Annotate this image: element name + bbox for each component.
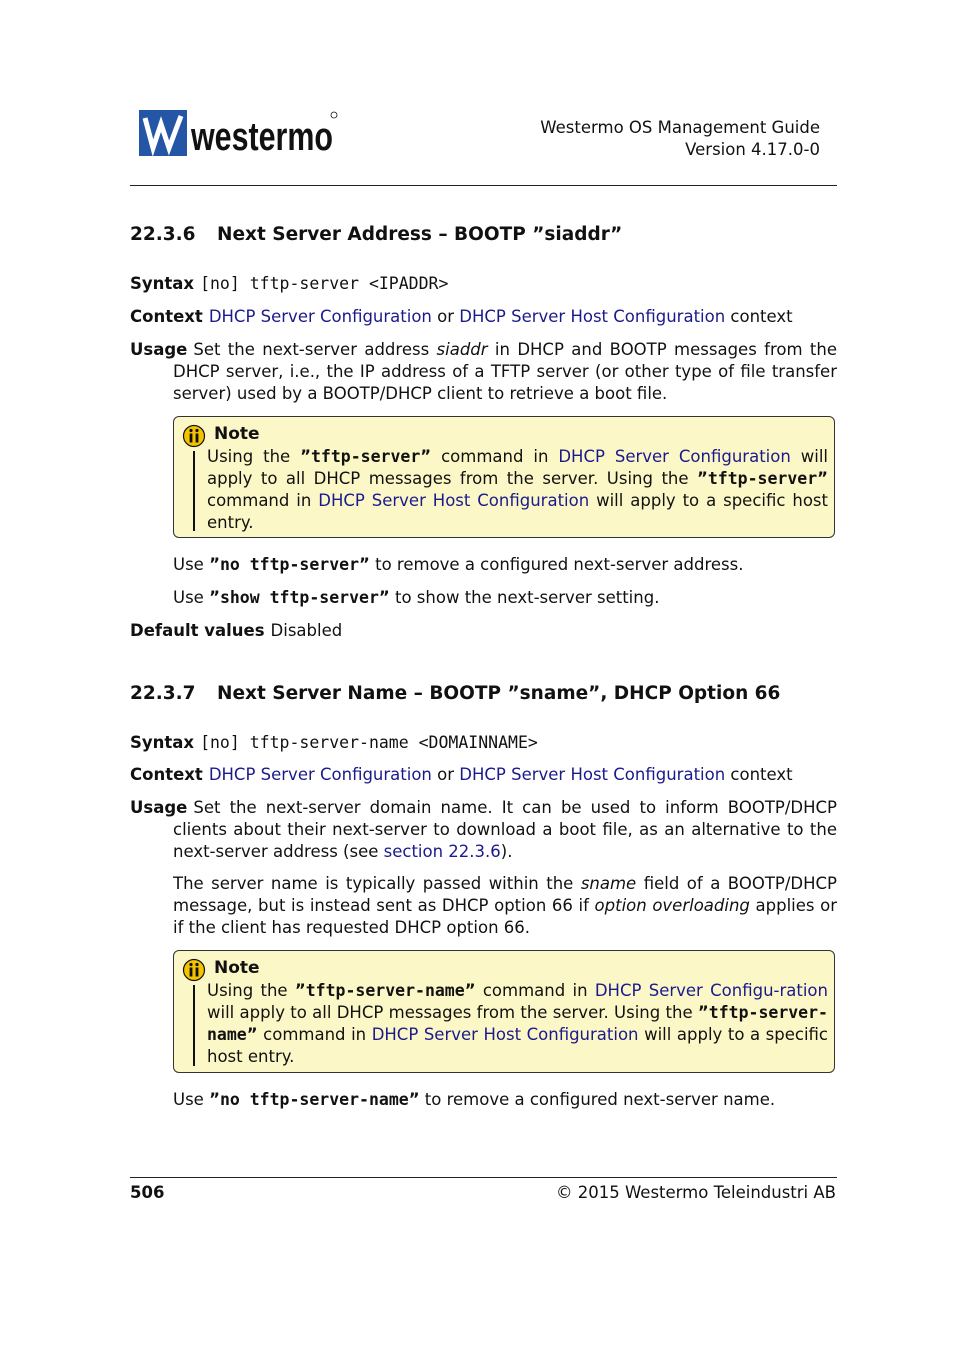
command: show tftp-server [219, 588, 379, 607]
note-icon [182, 424, 206, 448]
quote: ” [697, 1003, 709, 1022]
usage-text-b: ). [500, 842, 513, 861]
use-text: Use [173, 1090, 210, 1109]
command: no tftp-server [219, 555, 360, 574]
note-bar [193, 451, 195, 531]
guide-version: Version 4.17.0-0 [685, 140, 820, 159]
usage-text-b: in DHCP and BOOTP messages from the DHCP server, i.e., the IP address of a TFTP server (or other type of file transfer server) used by a BOOTP/DHCP client to retrieve a boot file. [173, 340, 837, 403]
note-text: will apply to a specific host entry. [207, 491, 828, 532]
link-dhcp-server-host-configuration[interactable]: DHCP Server Host Configuration [459, 765, 726, 784]
note-command: tftp-server [311, 447, 421, 466]
syntax-row [130, 273, 837, 295]
usage-paragraph [130, 797, 837, 863]
use-text: to remove a configured next-server address. [369, 555, 744, 574]
note-text: Using the [207, 447, 301, 466]
link-section-22-3-6[interactable]: section 22.3.6 [383, 842, 501, 861]
quote: ” [697, 469, 708, 488]
usage-text: applies or if the client has requested DHCP option 66. [173, 896, 837, 937]
copyright-symbol: © [555, 1183, 573, 1202]
note-body [207, 446, 828, 534]
note-body [207, 980, 828, 1068]
default-values-row [130, 620, 837, 642]
context-label: Context [130, 307, 203, 326]
quote: ” [209, 588, 220, 607]
note-command: tftp-server-name [207, 1003, 828, 1044]
use-show-tftp-server [173, 587, 837, 609]
note-link-dhcp-server-host-configuration[interactable]: DHCP Server Host Configuration [318, 491, 590, 510]
section-heading-22-3-6 [130, 224, 622, 246]
syntax-value: [no] tftp-server-name <DOMAINNAME> [200, 733, 538, 752]
syntax-row [130, 732, 837, 754]
section-title: Next Server Address – BOOTP ”siaddr” [217, 224, 623, 245]
note-icon [182, 958, 206, 982]
syntax-label: Syntax [130, 274, 195, 293]
usage-em: sname [580, 874, 637, 893]
usage-label: Usage [130, 340, 188, 359]
note-command: tftp-server [707, 469, 818, 488]
use-text: to remove a configured next-server name. [419, 1090, 776, 1109]
header-info [540, 117, 820, 161]
section-number: 22.3.6 [130, 224, 196, 245]
note-title: Note [214, 958, 260, 978]
note-box [173, 416, 835, 538]
quote: ” [359, 555, 370, 574]
usage-text-a: Set the next-server domain name. It can be used to inform BOOTP/DHCP clients about their next-server to download a boot file, as an alternative to the next-server address (see [173, 798, 837, 861]
context-or: or [431, 765, 460, 784]
context-or: or [431, 307, 460, 326]
default-values-label: Default values [130, 621, 265, 640]
quote: ” [246, 1025, 258, 1044]
note-text: will apply to a specific host entry. [207, 1025, 828, 1066]
use-no-tftp-server-name [173, 1089, 837, 1111]
note-text: command in [475, 981, 595, 1000]
quote: ” [408, 1090, 420, 1109]
usage-text: field of a BOOTP/DHCP message, but is instead sent as DHCP option 66 if [173, 874, 837, 915]
copyright [556, 1182, 836, 1204]
guide-title: Westermo OS Management Guide [540, 118, 820, 137]
note-link-dhcp-server-configuration[interactable]: DHCP Server Configu-ration [594, 981, 828, 1000]
copyright-text: 2015 Westermo Teleindustri AB [572, 1183, 836, 1202]
logo-text: westermo [190, 115, 333, 159]
quote: ” [378, 588, 390, 607]
usage-text-a: Set the next-server address [193, 340, 437, 359]
context-row [130, 764, 837, 786]
quote: ” [209, 1090, 220, 1109]
header-divider [130, 185, 837, 186]
quote: ” [420, 447, 432, 466]
quote: ” [464, 981, 476, 1000]
command: no tftp-server-name [219, 1090, 409, 1109]
use-text: Use [173, 588, 210, 607]
link-dhcp-server-host-configuration[interactable]: DHCP Server Host Configuration [459, 307, 726, 326]
westermo-logo [139, 110, 339, 158]
usage-em: option overloading [594, 896, 750, 915]
note-link-dhcp-server-host-configuration[interactable]: DHCP Server Host Configuration [371, 1025, 639, 1044]
note-text: command in [207, 491, 319, 510]
section-number: 22.3.7 [130, 683, 196, 704]
note-title: Note [214, 424, 260, 444]
section-heading-22-3-7 [130, 683, 780, 705]
link-dhcp-server-configuration[interactable]: DHCP Server Configuration [208, 307, 432, 326]
note-bar [193, 985, 195, 1066]
note-text: command in [257, 1025, 372, 1044]
syntax-label: Syntax [130, 733, 195, 752]
note-command: tftp-server-name [305, 981, 465, 1000]
use-text: to show the next-server setting. [389, 588, 660, 607]
page-number: 506 [130, 1183, 165, 1202]
usage-paragraph [130, 339, 837, 405]
westermo-logo-graphic [139, 110, 339, 158]
context-label: Context [130, 765, 203, 784]
context-suffix: context [725, 307, 793, 326]
link-dhcp-server-configuration[interactable]: DHCP Server Configuration [208, 765, 432, 784]
footer-divider [130, 1177, 837, 1178]
quote: ” [209, 555, 220, 574]
note-text: will apply to all DHCP messages from the server. Using the [207, 1003, 698, 1022]
context-row [130, 306, 837, 328]
note-text: will apply to all DHCP messages from the server. Using the [207, 447, 828, 488]
default-values-value: Disabled [270, 621, 343, 640]
usage-paragraph-2 [173, 873, 837, 939]
section-title: Next Server Name – BOOTP ”sname”, DHCP Option 66 [217, 683, 781, 704]
quote: ” [300, 447, 311, 466]
usage-text: The server name is typically passed within the [173, 874, 581, 893]
note-text: command in [431, 447, 559, 466]
use-text: Use [173, 555, 210, 574]
quote: ” [817, 469, 828, 488]
usage-em: siaddr [436, 340, 488, 359]
usage-label: Usage [130, 798, 188, 817]
quote: ” [294, 981, 306, 1000]
context-suffix: context [725, 765, 793, 784]
syntax-value: [no] tftp-server <IPADDR> [200, 274, 449, 293]
note-link-dhcp-server-configuration[interactable]: DHCP Server Configuration [558, 447, 791, 466]
use-no-tftp-server [173, 554, 837, 576]
note-text: Using the [207, 981, 295, 1000]
note-box [173, 950, 835, 1073]
